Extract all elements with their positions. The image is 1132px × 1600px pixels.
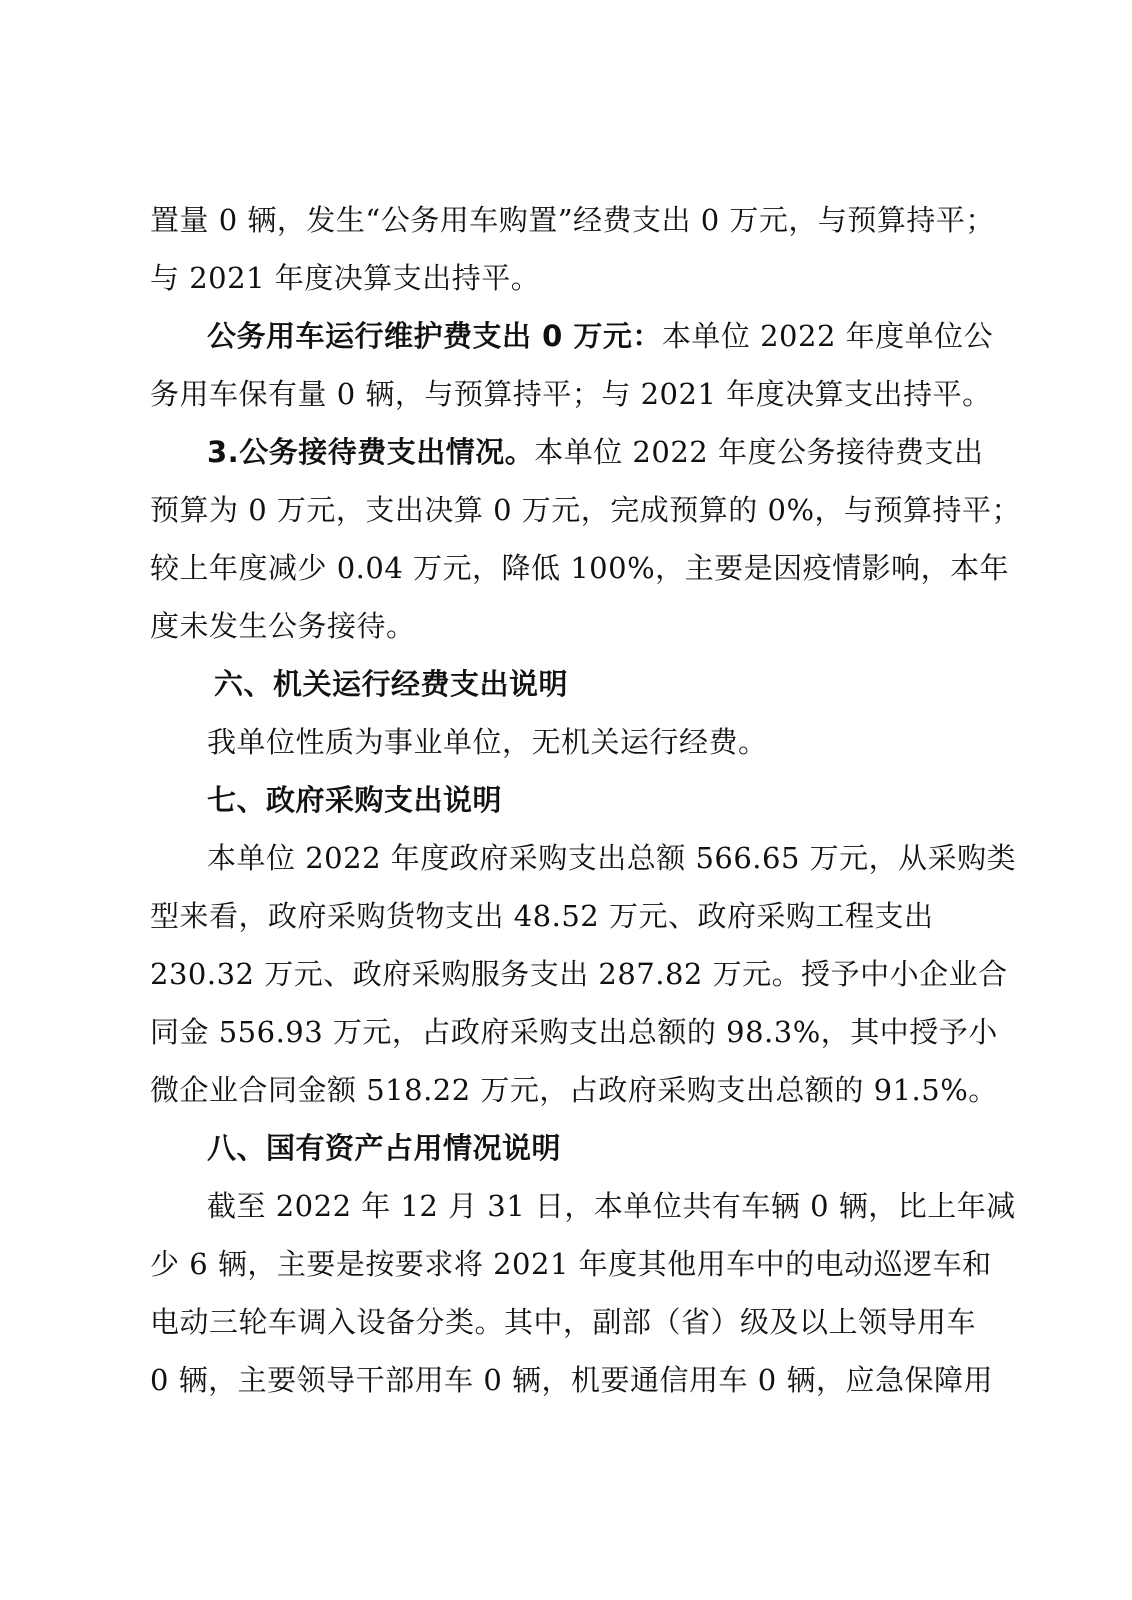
bold-lead: 3.公务接待费支出情况。: [207, 435, 535, 469]
paragraph-line: 与 2021 年度决算支出持平。: [150, 261, 541, 295]
section-heading: 六、机关运行经费支出说明: [214, 667, 569, 701]
paragraph-line: 置量 0 辆，发生“公务用车购置”经费支出 0 万元，与预算持平；: [150, 203, 995, 237]
paragraph-line: [207, 432, 1132, 472]
paragraph-line: 务用车保有量 0 辆，与预算持平；与 2021 年度决算支出持平。: [150, 377, 992, 411]
paragraph-line: 型来看，政府采购货物支出 48.52 万元、政府采购工程支出: [150, 899, 934, 933]
paragraph-text: 本单位 2022 年度公务接待费支出: [534, 435, 984, 469]
paragraph-line: 度未发生公务接待。: [150, 609, 416, 643]
paragraph-line: 较上年度减少 0.04 万元，降低 100%，主要是因疫情影响，本年: [150, 551, 1010, 585]
bold-lead: 公务用车运行维护费支出 0 万元：: [207, 319, 662, 353]
paragraph-line: 少 6 辆，主要是按要求将 2021 年度其他用车中的电动巡逻车和: [150, 1247, 992, 1281]
paragraph-line: 电动三轮车调入设备分类。其中，副部（省）级及以上领导用车: [150, 1305, 977, 1339]
paragraph-line: [207, 316, 1132, 356]
paragraph-line: 0 辆，主要领导干部用车 0 辆，机要通信用车 0 辆，应急保障用: [150, 1363, 993, 1397]
paragraph-line: 本单位 2022 年度政府采购支出总额 566.65 万元，从采购类: [207, 841, 1017, 875]
paragraph-line: 230.32 万元、政府采购服务支出 287.82 万元。授予中小企业合: [150, 957, 1008, 991]
section-heading: 七、政府采购支出说明: [207, 783, 503, 817]
paragraph-line: 预算为 0 万元，支出决算 0 万元，完成预算的 0%，与预算持平；: [150, 493, 1022, 527]
paragraph-line: 截至 2022 年 12 月 31 日，本单位共有车辆 0 辆，比上年减: [207, 1189, 1016, 1223]
paragraph-text: 本单位 2022 年度单位公: [661, 319, 994, 353]
paragraph-line: 微企业合同金额 518.22 万元，占政府采购支出总额的 91.5%。: [150, 1073, 998, 1107]
paragraph-line: 我单位性质为事业单位，无机关运行经费。: [207, 725, 768, 759]
paragraph-line: 同金 556.93 万元，占政府采购支出总额的 98.3%，其中授予小: [150, 1015, 998, 1049]
section-heading: 八、国有资产占用情况说明: [207, 1131, 562, 1165]
